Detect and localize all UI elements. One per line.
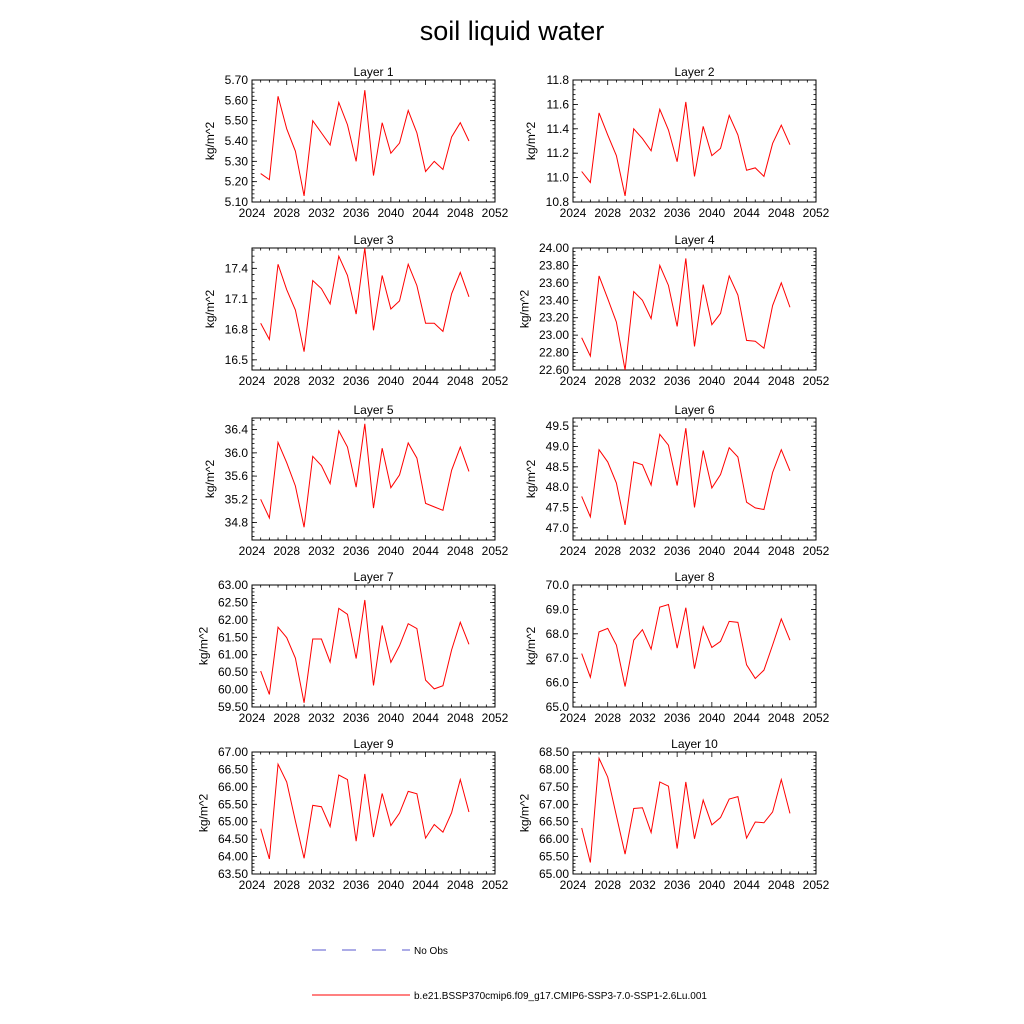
layer-2-x-tick-label: 2028 bbox=[594, 206, 622, 220]
layer-6-y-tick-label: 47.5 bbox=[545, 500, 569, 515]
layer-4-x-tick-label: 2024 bbox=[559, 374, 587, 388]
layer-4-y-tick-label: 24.00 bbox=[538, 241, 569, 255]
layer-1-y-tick-label: 5.30 bbox=[224, 154, 248, 169]
layer-2-x-tick-label: 2052 bbox=[802, 206, 830, 220]
layer-3-y-tick-label: 16.5 bbox=[224, 352, 248, 367]
layer-2-title: Layer 2 bbox=[674, 65, 715, 79]
layer-7-y-tick-label: 60.00 bbox=[217, 682, 248, 697]
layer-4-panel bbox=[518, 233, 830, 388]
layer-2-series-line bbox=[582, 102, 790, 196]
layer-10-y-tick-label: 65.50 bbox=[538, 849, 569, 864]
layer-1-x-tick-label: 2052 bbox=[481, 206, 509, 220]
layer-5-x-tick-label: 2024 bbox=[238, 544, 266, 558]
layer-9-x-tick-label: 2028 bbox=[273, 878, 301, 892]
layer-8-y-tick-label: 69.0 bbox=[545, 602, 569, 617]
layer-1-y-tick-label: 5.20 bbox=[224, 174, 248, 189]
figure-title: soil liquid water bbox=[419, 16, 605, 46]
layer-9-y-axis-label: kg/m^2 bbox=[196, 793, 211, 833]
layer-5-y-tick-label: 35.6 bbox=[224, 469, 248, 484]
layer-6-frame bbox=[573, 418, 816, 540]
legend-no-obs-label: No Obs bbox=[414, 946, 448, 957]
layer-4-y-axis-label: kg/m^2 bbox=[517, 289, 532, 329]
layer-7-x-tick-label: 2024 bbox=[238, 711, 266, 725]
layer-6-series-line bbox=[582, 428, 790, 525]
layer-5-y-axis-label: kg/m^2 bbox=[203, 459, 217, 499]
layer-3-y-tick-label: 16.8 bbox=[224, 322, 248, 337]
layer-4-x-tick-label: 2036 bbox=[663, 374, 691, 388]
layer-10-x-tick-label: 2028 bbox=[594, 878, 622, 892]
layer-10-y-tick-label: 66.50 bbox=[538, 814, 569, 829]
layer-7-series-line bbox=[261, 600, 469, 703]
layer-8-y-tick-label: 70.0 bbox=[545, 578, 569, 592]
layer-1-series-line bbox=[261, 90, 469, 196]
layer-9-panel bbox=[197, 737, 509, 892]
layer-8-y-tick-label: 67.0 bbox=[545, 651, 569, 666]
layer-7-y-axis-label: kg/m^2 bbox=[196, 626, 211, 666]
layer-5-y-tick-label: 35.2 bbox=[224, 492, 248, 507]
panel-grid bbox=[197, 65, 830, 892]
layer-9-x-tick-label: 2032 bbox=[308, 878, 335, 892]
layer-10-y-tick-label: 68.50 bbox=[538, 745, 569, 759]
layer-2-x-tick-label: 2024 bbox=[559, 206, 587, 220]
legend bbox=[312, 946, 707, 1002]
layer-10-title: Layer 10 bbox=[671, 737, 718, 751]
layer-9-x-tick-label: 2040 bbox=[377, 878, 405, 892]
layer-9-y-tick-label: 66.50 bbox=[217, 762, 248, 777]
layer-5-x-tick-label: 2032 bbox=[308, 544, 335, 558]
layer-10-y-tick-label: 67.50 bbox=[538, 779, 569, 794]
layer-9-series-line bbox=[261, 764, 469, 859]
layer-1-x-tick-label: 2036 bbox=[342, 206, 370, 220]
layer-3-x-tick-label: 2036 bbox=[342, 374, 370, 388]
layer-2-panel bbox=[524, 65, 830, 220]
layer-10-y-tick-label: 67.00 bbox=[538, 797, 569, 812]
layer-5-y-tick-label: 36.4 bbox=[224, 422, 248, 437]
layer-2-y-tick-label: 11.6 bbox=[546, 97, 569, 112]
layer-7-x-tick-label: 2036 bbox=[342, 711, 370, 725]
layer-4-x-tick-label: 2044 bbox=[733, 374, 760, 388]
layer-1-y-tick-label: 5.60 bbox=[224, 93, 248, 108]
layer-3-y-tick-label: 17.4 bbox=[224, 261, 248, 276]
layer-6-y-axis-label: kg/m^2 bbox=[524, 459, 538, 499]
layer-1-y-axis-label: kg/m^2 bbox=[203, 121, 217, 161]
layer-6-y-tick-label: 48.5 bbox=[545, 459, 569, 474]
layer-7-x-tick-label: 2032 bbox=[308, 711, 335, 725]
layer-3-x-tick-label: 2048 bbox=[446, 374, 474, 388]
layer-1-x-tick-label: 2044 bbox=[412, 206, 439, 220]
layer-3-y-axis-label: kg/m^2 bbox=[203, 289, 217, 329]
layer-5-x-tick-label: 2036 bbox=[342, 544, 370, 558]
layer-10-frame bbox=[573, 752, 816, 874]
layer-9-frame bbox=[252, 752, 495, 874]
layer-10-y-tick-label: 65.00 bbox=[538, 867, 569, 881]
layer-3-y-tick-label: 17.1 bbox=[224, 291, 248, 306]
layer-7-y-tick-label: 62.00 bbox=[217, 612, 248, 627]
layer-5-y-tick-label: 36.0 bbox=[224, 445, 248, 460]
layer-9-title: Layer 9 bbox=[353, 737, 394, 751]
layer-8-panel bbox=[524, 570, 830, 725]
layer-8-x-tick-label: 2024 bbox=[559, 711, 587, 725]
layer-10-x-tick-label: 2036 bbox=[663, 878, 691, 892]
layer-7-y-tick-label: 60.50 bbox=[217, 665, 248, 680]
layer-6-x-tick-label: 2040 bbox=[698, 544, 726, 558]
layer-7-y-tick-label: 59.50 bbox=[217, 700, 248, 714]
layer-9-y-tick-label: 67.00 bbox=[217, 745, 248, 759]
layer-10-x-tick-label: 2052 bbox=[802, 878, 830, 892]
layer-3-panel bbox=[203, 233, 509, 388]
layer-5-frame bbox=[252, 418, 495, 540]
layer-8-y-axis-label: kg/m^2 bbox=[524, 626, 538, 666]
layer-9-x-tick-label: 2024 bbox=[238, 878, 266, 892]
layer-1-y-tick-label: 5.10 bbox=[224, 195, 248, 209]
layer-1-y-tick-label: 5.50 bbox=[224, 113, 248, 128]
layer-4-title: Layer 4 bbox=[674, 233, 715, 247]
layer-10-y-tick-label: 66.00 bbox=[538, 832, 569, 847]
layer-2-x-tick-label: 2040 bbox=[698, 206, 726, 220]
layer-3-series-line bbox=[261, 248, 469, 352]
layer-2-y-tick-label: 11.8 bbox=[546, 73, 569, 87]
layer-1-x-tick-label: 2040 bbox=[377, 206, 405, 220]
layer-10-x-tick-label: 2024 bbox=[559, 878, 587, 892]
layer-7-x-tick-label: 2048 bbox=[446, 711, 474, 725]
layer-8-x-tick-label: 2032 bbox=[629, 711, 656, 725]
layer-1-frame bbox=[252, 80, 495, 202]
layer-7-title: Layer 7 bbox=[353, 570, 394, 584]
layer-8-series-line bbox=[582, 605, 790, 687]
layer-8-x-tick-label: 2048 bbox=[767, 711, 795, 725]
layer-7-y-tick-label: 61.00 bbox=[217, 647, 248, 662]
layer-9-y-tick-label: 64.50 bbox=[217, 832, 248, 847]
layer-7-y-tick-label: 62.50 bbox=[217, 595, 248, 610]
layer-8-x-tick-label: 2052 bbox=[802, 711, 830, 725]
layer-8-y-tick-label: 66.0 bbox=[545, 675, 569, 690]
layer-7-frame bbox=[252, 585, 495, 707]
layer-2-x-tick-label: 2032 bbox=[629, 206, 656, 220]
layer-6-x-tick-label: 2044 bbox=[733, 544, 760, 558]
layer-7-x-tick-label: 2044 bbox=[412, 711, 439, 725]
layer-6-y-tick-label: 47.0 bbox=[545, 520, 569, 535]
layer-1-x-tick-label: 2028 bbox=[273, 206, 301, 220]
layer-1-y-tick-label: 5.40 bbox=[224, 134, 248, 148]
layer-2-y-tick-label: 10.8 bbox=[545, 195, 569, 209]
layer-10-x-tick-label: 2048 bbox=[767, 878, 795, 892]
layer-5-x-tick-label: 2028 bbox=[273, 544, 301, 558]
layer-10-y-axis-label: kg/m^2 bbox=[517, 793, 532, 833]
layer-4-y-tick-label: 23.40 bbox=[538, 293, 569, 308]
layer-6-x-tick-label: 2048 bbox=[767, 544, 795, 558]
layer-5-series-line bbox=[261, 424, 469, 527]
layer-10-series-line bbox=[582, 758, 790, 862]
layer-8-x-tick-label: 2044 bbox=[733, 711, 760, 725]
layer-4-y-tick-label: 23.60 bbox=[538, 275, 569, 290]
layer-3-x-tick-label: 2028 bbox=[273, 374, 301, 388]
layer-7-panel bbox=[197, 570, 509, 725]
layer-10-x-tick-label: 2032 bbox=[629, 878, 656, 892]
layer-1-x-tick-label: 2032 bbox=[308, 206, 335, 220]
layer-1-title: Layer 1 bbox=[353, 65, 394, 79]
layer-1-x-tick-label: 2048 bbox=[446, 206, 474, 220]
layer-10-y-tick-label: 68.00 bbox=[538, 762, 569, 777]
layer-9-x-tick-label: 2052 bbox=[481, 878, 509, 892]
layer-9-x-tick-label: 2036 bbox=[342, 878, 370, 892]
legend-series-label: b.e21.BSSP370cmip6.f09_g17.CMIP6-SSP3-7.0-SSP1-2.6Lu.001 bbox=[414, 991, 707, 1002]
layer-4-y-tick-label: 22.60 bbox=[538, 363, 569, 377]
layer-7-y-tick-label: 61.50 bbox=[217, 630, 248, 645]
layer-9-y-tick-label: 63.50 bbox=[217, 867, 248, 881]
layer-6-y-tick-label: 48.0 bbox=[545, 480, 569, 495]
layer-5-x-tick-label: 2048 bbox=[446, 544, 474, 558]
layer-2-y-tick-label: 11.4 bbox=[546, 121, 569, 136]
layer-4-y-tick-label: 23.00 bbox=[538, 328, 569, 343]
layer-7-x-tick-label: 2028 bbox=[273, 711, 301, 725]
layer-5-x-tick-label: 2052 bbox=[481, 544, 509, 558]
layer-2-frame bbox=[573, 80, 816, 202]
layer-2-x-tick-label: 2044 bbox=[733, 206, 760, 220]
layer-4-y-tick-label: 22.80 bbox=[538, 345, 569, 360]
layer-2-x-tick-label: 2048 bbox=[767, 206, 795, 220]
layer-2-y-tick-label: 11.0 bbox=[546, 170, 569, 185]
layer-6-y-tick-label: 49.5 bbox=[545, 419, 569, 434]
layer-3-title: Layer 3 bbox=[353, 233, 394, 247]
layer-9-y-tick-label: 65.50 bbox=[217, 797, 248, 812]
layer-6-y-tick-label: 49.0 bbox=[545, 439, 569, 454]
layer-6-x-tick-label: 2052 bbox=[802, 544, 830, 558]
layer-9-x-tick-label: 2044 bbox=[412, 878, 439, 892]
layer-2-x-tick-label: 2036 bbox=[663, 206, 691, 220]
layer-6-x-tick-label: 2024 bbox=[559, 544, 587, 558]
layer-10-x-tick-label: 2044 bbox=[733, 878, 760, 892]
layer-7-y-tick-label: 63.00 bbox=[217, 578, 248, 592]
layer-7-x-tick-label: 2052 bbox=[481, 711, 509, 725]
layer-5-x-tick-label: 2044 bbox=[412, 544, 439, 558]
layer-8-y-tick-label: 65.0 bbox=[545, 700, 569, 714]
layer-4-x-tick-label: 2028 bbox=[594, 374, 622, 388]
layer-6-x-tick-label: 2028 bbox=[594, 544, 622, 558]
layer-4-x-tick-label: 2040 bbox=[698, 374, 726, 388]
layer-5-x-tick-label: 2040 bbox=[377, 544, 405, 558]
layer-3-x-tick-label: 2024 bbox=[238, 374, 266, 388]
layer-2-y-tick-label: 11.2 bbox=[546, 146, 569, 161]
layer-8-x-tick-label: 2028 bbox=[594, 711, 622, 725]
layer-3-x-tick-label: 2052 bbox=[481, 374, 509, 388]
layer-4-frame bbox=[573, 248, 816, 370]
layer-4-x-tick-label: 2052 bbox=[802, 374, 830, 388]
layer-7-x-tick-label: 2040 bbox=[377, 711, 405, 725]
layer-9-y-tick-label: 66.00 bbox=[217, 779, 248, 794]
layer-4-x-tick-label: 2048 bbox=[767, 374, 795, 388]
layer-1-x-tick-label: 2024 bbox=[238, 206, 266, 220]
layer-1-y-tick-label: 5.70 bbox=[224, 73, 248, 87]
layer-5-panel bbox=[203, 403, 509, 558]
layer-4-y-tick-label: 23.20 bbox=[538, 310, 569, 325]
layer-3-x-tick-label: 2032 bbox=[308, 374, 335, 388]
layer-5-title: Layer 5 bbox=[353, 403, 394, 417]
layer-3-frame bbox=[252, 248, 495, 370]
layer-8-frame bbox=[573, 585, 816, 707]
layer-8-title: Layer 8 bbox=[674, 570, 715, 584]
layer-4-series-line bbox=[582, 258, 790, 370]
layer-6-panel bbox=[524, 403, 830, 558]
layer-8-x-tick-label: 2036 bbox=[663, 711, 691, 725]
layer-4-x-tick-label: 2032 bbox=[629, 374, 656, 388]
layer-4-y-tick-label: 23.80 bbox=[538, 258, 569, 273]
layer-8-y-tick-label: 68.0 bbox=[545, 626, 569, 641]
layer-6-title: Layer 6 bbox=[674, 403, 715, 417]
layer-10-x-tick-label: 2040 bbox=[698, 878, 726, 892]
layer-2-y-axis-label: kg/m^2 bbox=[524, 121, 538, 161]
layer-8-x-tick-label: 2040 bbox=[698, 711, 726, 725]
layer-3-x-tick-label: 2040 bbox=[377, 374, 405, 388]
layer-6-x-tick-label: 2036 bbox=[663, 544, 691, 558]
layer-9-y-tick-label: 65.00 bbox=[217, 814, 248, 829]
layer-10-panel bbox=[518, 737, 830, 892]
layer-9-y-tick-label: 64.00 bbox=[217, 849, 248, 864]
layer-3-x-tick-label: 2044 bbox=[412, 374, 439, 388]
layer-6-x-tick-label: 2032 bbox=[629, 544, 656, 558]
layer-1-panel bbox=[203, 65, 509, 220]
layer-9-x-tick-label: 2048 bbox=[446, 878, 474, 892]
layer-5-y-tick-label: 34.8 bbox=[224, 515, 248, 530]
